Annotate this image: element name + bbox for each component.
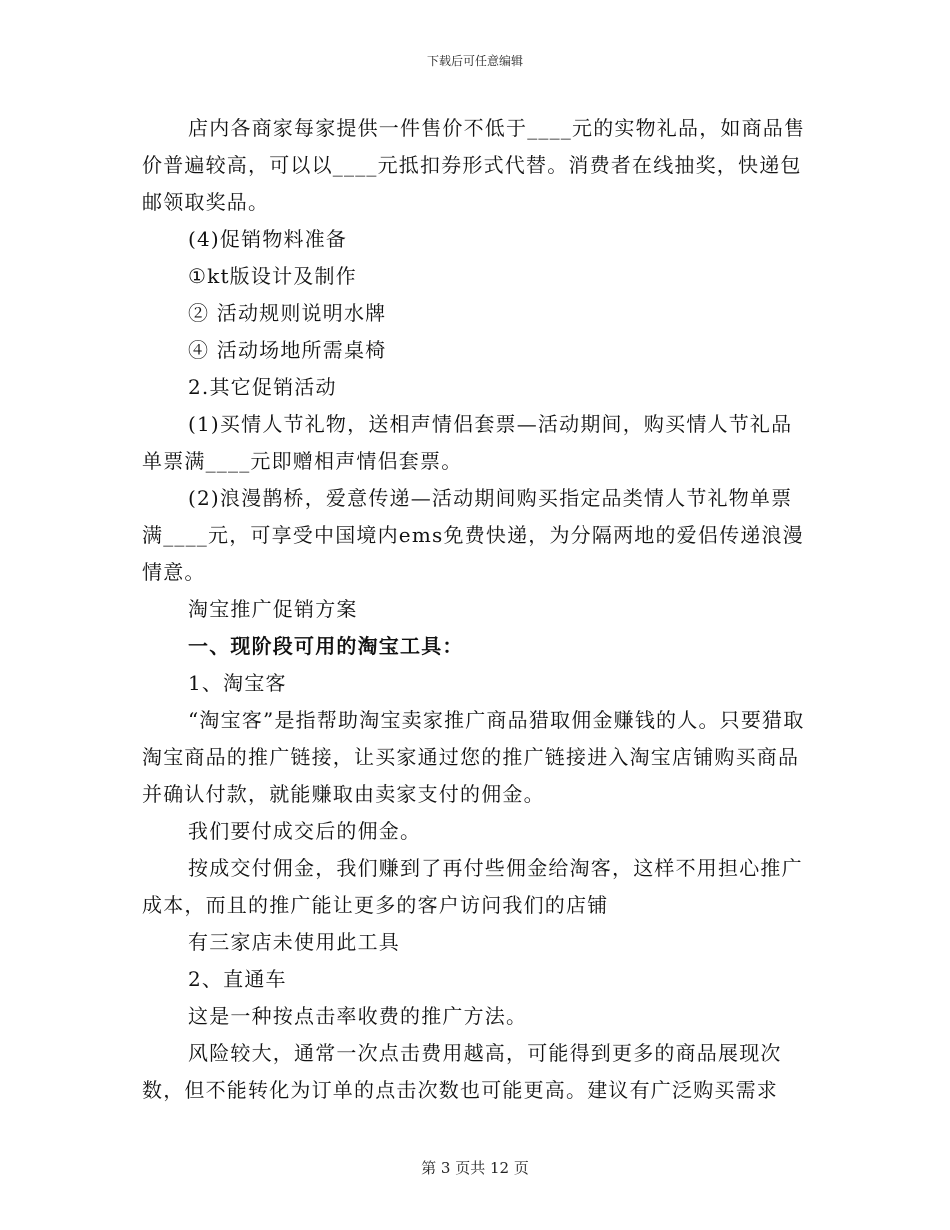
list-item-kt-board: ①kt版设计及制作 — [188, 264, 357, 288]
paragraph-ztc-risk: 风险较大，通常一次点击费用越高，可能得到更多的商品展现次数，但不能转化为订单的点击次数也可能更高。建议有广泛购买需求 — [142, 1041, 782, 1102]
paragraph-gift-rule: 店内各商家每家提供一件售价不低于____元的实物礼品，如商品售价普遍较高，可以以____元抵扣券形式代替。消费者在线抽奖，快递包邮领取奖品。 — [142, 116, 806, 214]
paragraph-commission: 我们要付成交后的佣金。 — [188, 819, 422, 843]
paragraph-ztc-method: 这是一种按点击率收费的推广方法。 — [188, 1004, 528, 1028]
paragraph-three-shops: 有三家店未使用此工具 — [188, 930, 400, 954]
list-item-tables-chairs: ④ 活动场地所需桌椅 — [188, 338, 387, 362]
paragraph-promo-1: (1)买情人节礼物，送相声情侣套票—活动期间，购买情人节礼品单票满____元即赠相声情侣套票。 — [142, 412, 793, 473]
document-body — [142, 110, 808, 1109]
paragraph-promo-2: (2)浪漫鹊桥，爱意传递—活动期间购买指定品类情人节礼物单票满____元，可享受中国境内ems免费快递，为分隔两地的爱侣传递浪漫情意。 — [142, 486, 804, 584]
heading-other-promos: 2.其它促销活动 — [188, 375, 337, 399]
heading-ztc: 2、直通车 — [188, 967, 287, 991]
heading-available-tools: 一、现阶段可用的淘宝工具： — [188, 634, 464, 658]
paragraph-pay-on-deal: 按成交付佣金，我们赚到了再付些佣金给淘客，这样不用担心推广成本，而且的推广能让更多的客户访问我们的店铺 — [142, 856, 803, 917]
page-header: 下载后可任意编辑 — [426, 54, 523, 68]
heading-taobaoke: 1、淘宝客 — [188, 671, 287, 695]
section-title-taobao: 淘宝推广促销方案 — [188, 597, 358, 621]
paragraph-taobaoke-definition: “淘宝客”是指帮助淘宝卖家推广商品猎取佣金赚钱的人。只要猎取淘宝商品的推广链接，让买家通过您的推广链接进入淘宝店铺购买商品并确认付款，就能赚取由卖家支付的佣金。 — [142, 708, 805, 806]
page-footer: 第 3 页共 12 页 — [421, 1159, 529, 1177]
list-item-rules-sign: ② 活动规则说明水牌 — [188, 301, 387, 325]
heading-promo-materials: (4)促销物料准备 — [188, 227, 348, 251]
